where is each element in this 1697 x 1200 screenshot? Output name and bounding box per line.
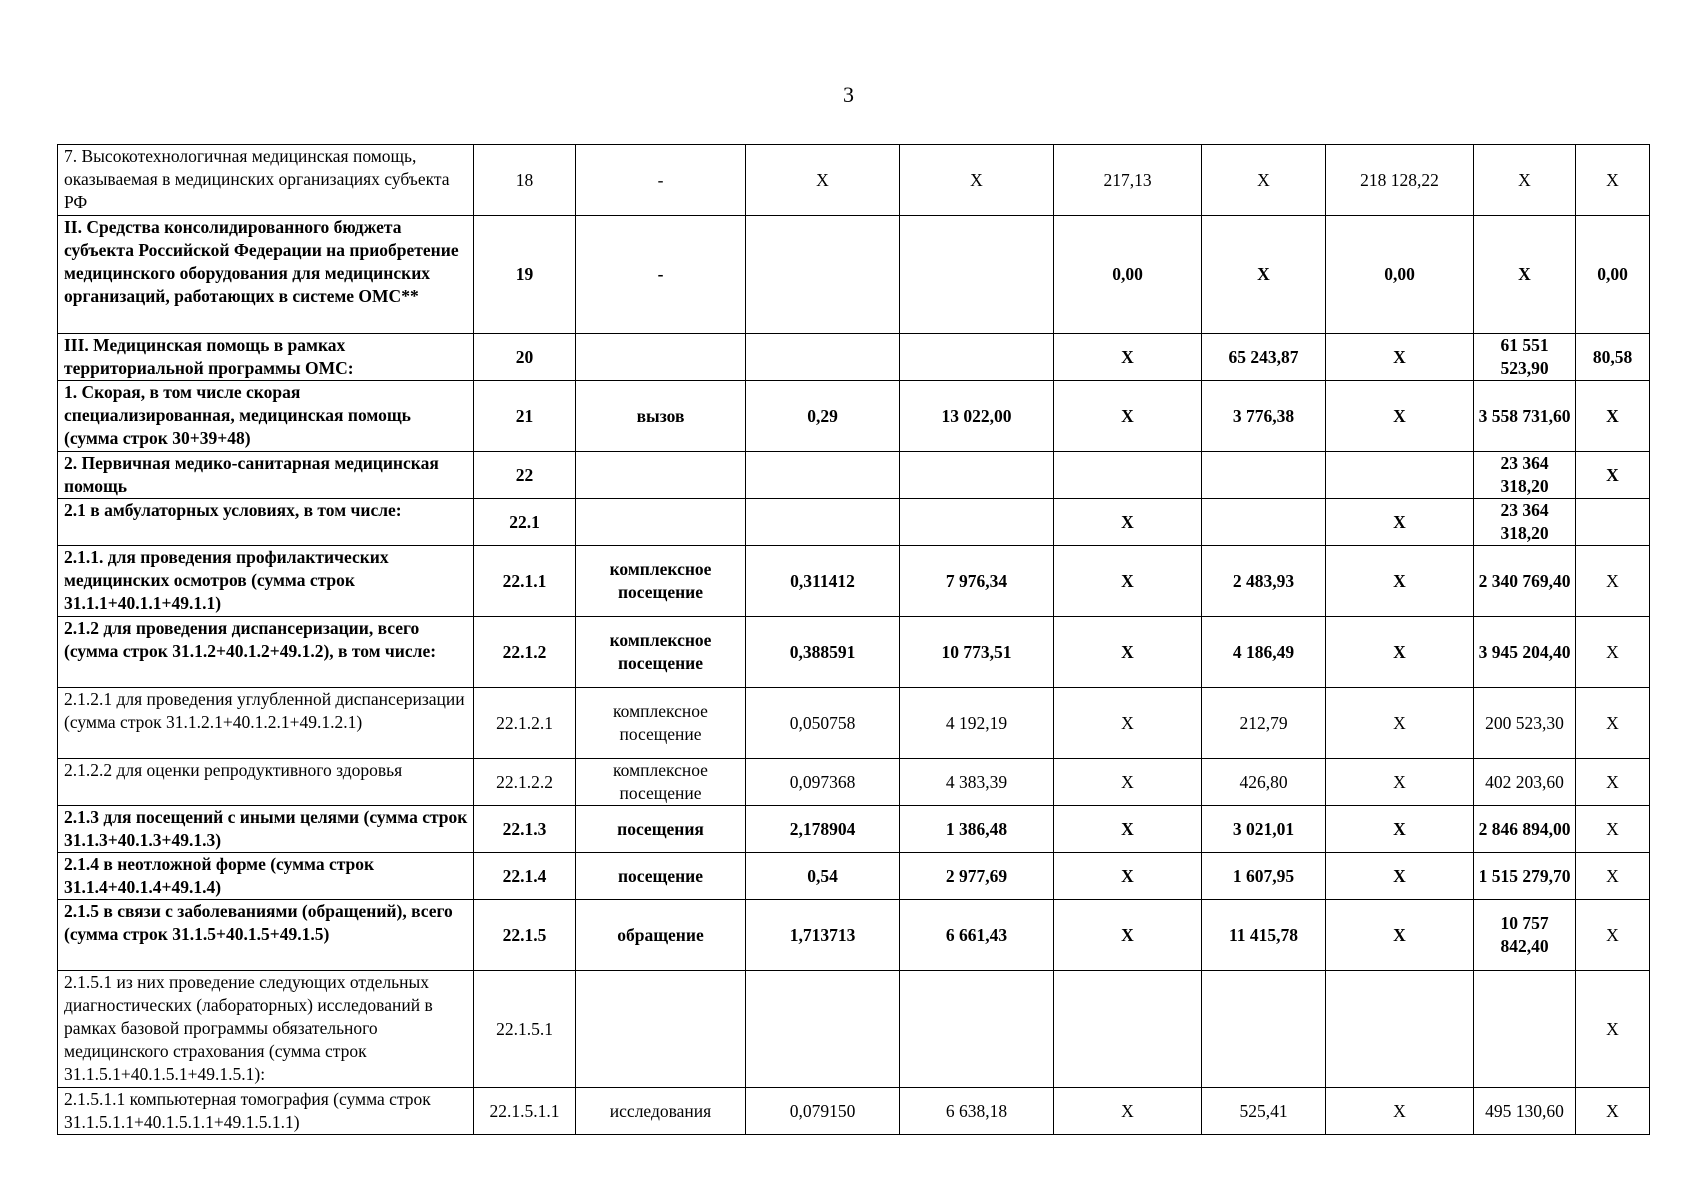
table-body bbox=[58, 145, 1650, 1135]
total-budget-cell: Х bbox=[1326, 499, 1474, 546]
total-oms-cell: 3 945 204,40 bbox=[1474, 617, 1576, 688]
cost-per-unit-cell bbox=[900, 216, 1054, 334]
per-capita-oms-cell: 2 483,93 bbox=[1202, 546, 1326, 617]
table-row bbox=[58, 688, 1650, 759]
per-capita-oms-cell: 11 415,78 bbox=[1202, 900, 1326, 971]
row-number-cell: 22.1 bbox=[474, 499, 576, 546]
percent-of-total-cell: Х bbox=[1576, 900, 1650, 971]
volume-per-person-cell: Х bbox=[746, 145, 900, 216]
unit-of-measure-cell bbox=[576, 334, 746, 381]
per-capita-budget-cell: Х bbox=[1054, 759, 1202, 806]
table-row bbox=[58, 759, 1650, 806]
row-description-cell: 2.1.2.1 для проведения углубленной диспансеризации (сумма строк 31.1.2.1+40.1.2.1+49.1.2.1) bbox=[58, 688, 474, 759]
unit-of-measure-cell bbox=[576, 499, 746, 546]
row-description-cell: 2. Первичная медико-санитарная медицинская помощь bbox=[58, 452, 474, 499]
total-budget-cell: Х bbox=[1326, 546, 1474, 617]
per-capita-oms-cell: 212,79 bbox=[1202, 688, 1326, 759]
cost-per-unit-cell bbox=[900, 452, 1054, 499]
percent-of-total-cell: 0,00 bbox=[1576, 216, 1650, 334]
percent-of-total-cell: Х bbox=[1576, 381, 1650, 452]
cost-per-unit-cell bbox=[900, 334, 1054, 381]
unit-of-measure-cell bbox=[576, 971, 746, 1088]
total-oms-cell bbox=[1474, 971, 1576, 1088]
per-capita-budget-cell: Х bbox=[1054, 900, 1202, 971]
per-capita-oms-cell: 4 186,49 bbox=[1202, 617, 1326, 688]
total-oms-cell: 200 523,30 bbox=[1474, 688, 1576, 759]
row-description-cell: 2.1.5.1.1 компьютерная томография (сумма строк 31.1.5.1.1+40.1.5.1.1+49.1.5.1.1) bbox=[58, 1088, 474, 1135]
percent-of-total-cell: Х bbox=[1576, 688, 1650, 759]
per-capita-oms-cell: 1 607,95 bbox=[1202, 853, 1326, 900]
volume-per-person-cell bbox=[746, 971, 900, 1088]
per-capita-oms-cell: 426,80 bbox=[1202, 759, 1326, 806]
total-budget-cell: 0,00 bbox=[1326, 216, 1474, 334]
unit-of-measure-cell: посещение bbox=[576, 853, 746, 900]
cost-per-unit-cell: 6 661,43 bbox=[900, 900, 1054, 971]
cost-per-unit-cell: 10 773,51 bbox=[900, 617, 1054, 688]
row-number-cell: 22.1.5 bbox=[474, 900, 576, 971]
per-capita-oms-cell: 3 021,01 bbox=[1202, 806, 1326, 853]
row-description-cell: 2.1.5 в связи с заболеваниями (обращений), всего (сумма строк 31.1.5+40.1.5+49.1.5) bbox=[58, 900, 474, 971]
total-budget-cell bbox=[1326, 452, 1474, 499]
page-number: 3 bbox=[843, 82, 854, 107]
unit-of-measure-cell: обращение bbox=[576, 900, 746, 971]
row-description-cell: 2.1.2.2 для оценки репродуктивного здоровья bbox=[58, 759, 474, 806]
percent-of-total-cell: Х bbox=[1576, 617, 1650, 688]
financing-table bbox=[57, 144, 1650, 1135]
total-budget-cell: Х bbox=[1326, 853, 1474, 900]
per-capita-oms-cell bbox=[1202, 971, 1326, 1088]
per-capita-oms-cell: Х bbox=[1202, 145, 1326, 216]
total-oms-cell: 3 558 731,60 bbox=[1474, 381, 1576, 452]
row-description-cell: II. Средства консолидированного бюджета субъекта Российской Федерации на приобретение медицинского оборудования для медицинских организаций, работающих в системе ОМС** bbox=[58, 216, 474, 334]
total-oms-cell: 1 515 279,70 bbox=[1474, 853, 1576, 900]
cost-per-unit-cell: 2 977,69 bbox=[900, 853, 1054, 900]
row-number-cell: 22.1.5.1.1 bbox=[474, 1088, 576, 1135]
total-budget-cell: Х bbox=[1326, 900, 1474, 971]
total-oms-cell: 2 340 769,40 bbox=[1474, 546, 1576, 617]
total-oms-cell: Х bbox=[1474, 145, 1576, 216]
volume-per-person-cell bbox=[746, 216, 900, 334]
row-number-cell: 19 bbox=[474, 216, 576, 334]
per-capita-budget-cell: Х bbox=[1054, 334, 1202, 381]
percent-of-total-cell: Х bbox=[1576, 452, 1650, 499]
percent-of-total-cell: Х bbox=[1576, 806, 1650, 853]
total-budget-cell bbox=[1326, 971, 1474, 1088]
row-description-cell: 1. Скорая, в том числе скорая специализированная, медицинская помощь (сумма строк 30+39+48) bbox=[58, 381, 474, 452]
percent-of-total-cell: Х bbox=[1576, 853, 1650, 900]
unit-of-measure-cell: вызов bbox=[576, 381, 746, 452]
table-row bbox=[58, 145, 1650, 216]
table-row bbox=[58, 452, 1650, 499]
row-number-cell: 22.1.2.2 bbox=[474, 759, 576, 806]
table-row bbox=[58, 853, 1650, 900]
row-description-cell: III. Медицинская помощь в рамках территориальной программы ОМС: bbox=[58, 334, 474, 381]
row-number-cell: 22.1.3 bbox=[474, 806, 576, 853]
volume-per-person-cell: 0,388591 bbox=[746, 617, 900, 688]
total-oms-cell: 23 364 318,20 bbox=[1474, 499, 1576, 546]
cost-per-unit-cell: 6 638,18 bbox=[900, 1088, 1054, 1135]
cost-per-unit-cell: 7 976,34 bbox=[900, 546, 1054, 617]
per-capita-budget-cell: Х bbox=[1054, 688, 1202, 759]
row-number-cell: 22.1.5.1 bbox=[474, 971, 576, 1088]
row-number-cell: 21 bbox=[474, 381, 576, 452]
cost-per-unit-cell: 4 383,39 bbox=[900, 759, 1054, 806]
percent-of-total-cell: Х bbox=[1576, 971, 1650, 1088]
per-capita-oms-cell: 525,41 bbox=[1202, 1088, 1326, 1135]
unit-of-measure-cell: исследования bbox=[576, 1088, 746, 1135]
row-number-cell: 20 bbox=[474, 334, 576, 381]
table-row bbox=[58, 806, 1650, 853]
volume-per-person-cell: 0,050758 bbox=[746, 688, 900, 759]
row-number-cell: 22.1.4 bbox=[474, 853, 576, 900]
volume-per-person-cell bbox=[746, 499, 900, 546]
total-budget-cell: Х bbox=[1326, 806, 1474, 853]
volume-per-person-cell: 1,713713 bbox=[746, 900, 900, 971]
row-number-cell: 22.1.2 bbox=[474, 617, 576, 688]
row-number-cell: 22 bbox=[474, 452, 576, 499]
per-capita-budget-cell: Х bbox=[1054, 1088, 1202, 1135]
unit-of-measure-cell: комплексное посещение bbox=[576, 617, 746, 688]
unit-of-measure-cell: комплексное посещение bbox=[576, 688, 746, 759]
volume-per-person-cell bbox=[746, 452, 900, 499]
per-capita-budget-cell: 0,00 bbox=[1054, 216, 1202, 334]
total-oms-cell: 495 130,60 bbox=[1474, 1088, 1576, 1135]
volume-per-person-cell: 0,311412 bbox=[746, 546, 900, 617]
percent-of-total-cell: Х bbox=[1576, 145, 1650, 216]
volume-per-person-cell: 0,29 bbox=[746, 381, 900, 452]
per-capita-budget-cell bbox=[1054, 971, 1202, 1088]
total-oms-cell: 10 757 842,40 bbox=[1474, 900, 1576, 971]
total-budget-cell: Х bbox=[1326, 688, 1474, 759]
table-row bbox=[58, 381, 1650, 452]
row-number-cell: 22.1.1 bbox=[474, 546, 576, 617]
per-capita-budget-cell: Х bbox=[1054, 381, 1202, 452]
total-oms-cell: 402 203,60 bbox=[1474, 759, 1576, 806]
volume-per-person-cell: 2,178904 bbox=[746, 806, 900, 853]
cost-per-unit-cell: 4 192,19 bbox=[900, 688, 1054, 759]
per-capita-oms-cell bbox=[1202, 499, 1326, 546]
cost-per-unit-cell: Х bbox=[900, 145, 1054, 216]
row-number-cell: 22.1.2.1 bbox=[474, 688, 576, 759]
volume-per-person-cell: 0,097368 bbox=[746, 759, 900, 806]
table-row bbox=[58, 617, 1650, 688]
table-row bbox=[58, 900, 1650, 971]
cost-per-unit-cell: 13 022,00 bbox=[900, 381, 1054, 452]
row-description-cell: 7. Высокотехнологичная медицинская помощь, оказываемая в медицинских организациях субъекта РФ bbox=[58, 145, 474, 216]
cost-per-unit-cell bbox=[900, 499, 1054, 546]
total-oms-cell: 23 364 318,20 bbox=[1474, 452, 1576, 499]
unit-of-measure-cell: - bbox=[576, 145, 746, 216]
total-oms-cell: 2 846 894,00 bbox=[1474, 806, 1576, 853]
row-number-cell: 18 bbox=[474, 145, 576, 216]
per-capita-budget-cell bbox=[1054, 452, 1202, 499]
total-budget-cell: Х bbox=[1326, 334, 1474, 381]
total-oms-cell: 61 551 523,90 bbox=[1474, 334, 1576, 381]
per-capita-oms-cell: Х bbox=[1202, 216, 1326, 334]
percent-of-total-cell: 80,58 bbox=[1576, 334, 1650, 381]
volume-per-person-cell bbox=[746, 334, 900, 381]
table-row bbox=[58, 1088, 1650, 1135]
row-description-cell: 2.1.4 в неотложной форме (сумма строк 31.1.4+40.1.4+49.1.4) bbox=[58, 853, 474, 900]
per-capita-budget-cell: Х bbox=[1054, 546, 1202, 617]
cost-per-unit-cell: 1 386,48 bbox=[900, 806, 1054, 853]
unit-of-measure-cell: комплексное посещение bbox=[576, 759, 746, 806]
per-capita-oms-cell: 65 243,87 bbox=[1202, 334, 1326, 381]
row-description-cell: 2.1.2 для проведения диспансеризации, всего (сумма строк 31.1.2+40.1.2+49.1.2), в том числе: bbox=[58, 617, 474, 688]
cost-per-unit-cell bbox=[900, 971, 1054, 1088]
total-budget-cell: Х bbox=[1326, 381, 1474, 452]
unit-of-measure-cell: посещения bbox=[576, 806, 746, 853]
total-budget-cell: Х bbox=[1326, 1088, 1474, 1135]
table-row bbox=[58, 499, 1650, 546]
total-budget-cell: Х bbox=[1326, 617, 1474, 688]
unit-of-measure-cell: комплексное посещение bbox=[576, 546, 746, 617]
total-budget-cell: Х bbox=[1326, 759, 1474, 806]
percent-of-total-cell: Х bbox=[1576, 546, 1650, 617]
row-description-cell: 2.1 в амбулаторных условиях, в том числе: bbox=[58, 499, 474, 546]
per-capita-budget-cell: Х bbox=[1054, 853, 1202, 900]
unit-of-measure-cell bbox=[576, 452, 746, 499]
volume-per-person-cell: 0,54 bbox=[746, 853, 900, 900]
percent-of-total-cell bbox=[1576, 499, 1650, 546]
percent-of-total-cell: Х bbox=[1576, 1088, 1650, 1135]
table-row bbox=[58, 216, 1650, 334]
unit-of-measure-cell: - bbox=[576, 216, 746, 334]
per-capita-oms-cell: 3 776,38 bbox=[1202, 381, 1326, 452]
per-capita-budget-cell: 217,13 bbox=[1054, 145, 1202, 216]
percent-of-total-cell: Х bbox=[1576, 759, 1650, 806]
total-oms-cell: Х bbox=[1474, 216, 1576, 334]
table-row bbox=[58, 971, 1650, 1088]
per-capita-budget-cell: Х bbox=[1054, 617, 1202, 688]
total-budget-cell: 218 128,22 bbox=[1326, 145, 1474, 216]
row-description-cell: 2.1.1. для проведения профилактических медицинских осмотров (сумма строк 31.1.1+40.1.1+49.1.1) bbox=[58, 546, 474, 617]
table-row bbox=[58, 546, 1650, 617]
per-capita-oms-cell bbox=[1202, 452, 1326, 499]
row-description-cell: 2.1.5.1 из них проведение следующих отдельных диагностических (лабораторных) исследований в рамках базовой программы обязательного медицинского страхования (сумма строк 31.1.5.1+40.1.5.1+49.1.5.1): bbox=[58, 971, 474, 1088]
volume-per-person-cell: 0,079150 bbox=[746, 1088, 900, 1135]
per-capita-budget-cell: Х bbox=[1054, 499, 1202, 546]
table-row bbox=[58, 334, 1650, 381]
row-description-cell: 2.1.3 для посещений с иными целями (сумма строк 31.1.3+40.1.3+49.1.3) bbox=[58, 806, 474, 853]
per-capita-budget-cell: Х bbox=[1054, 806, 1202, 853]
